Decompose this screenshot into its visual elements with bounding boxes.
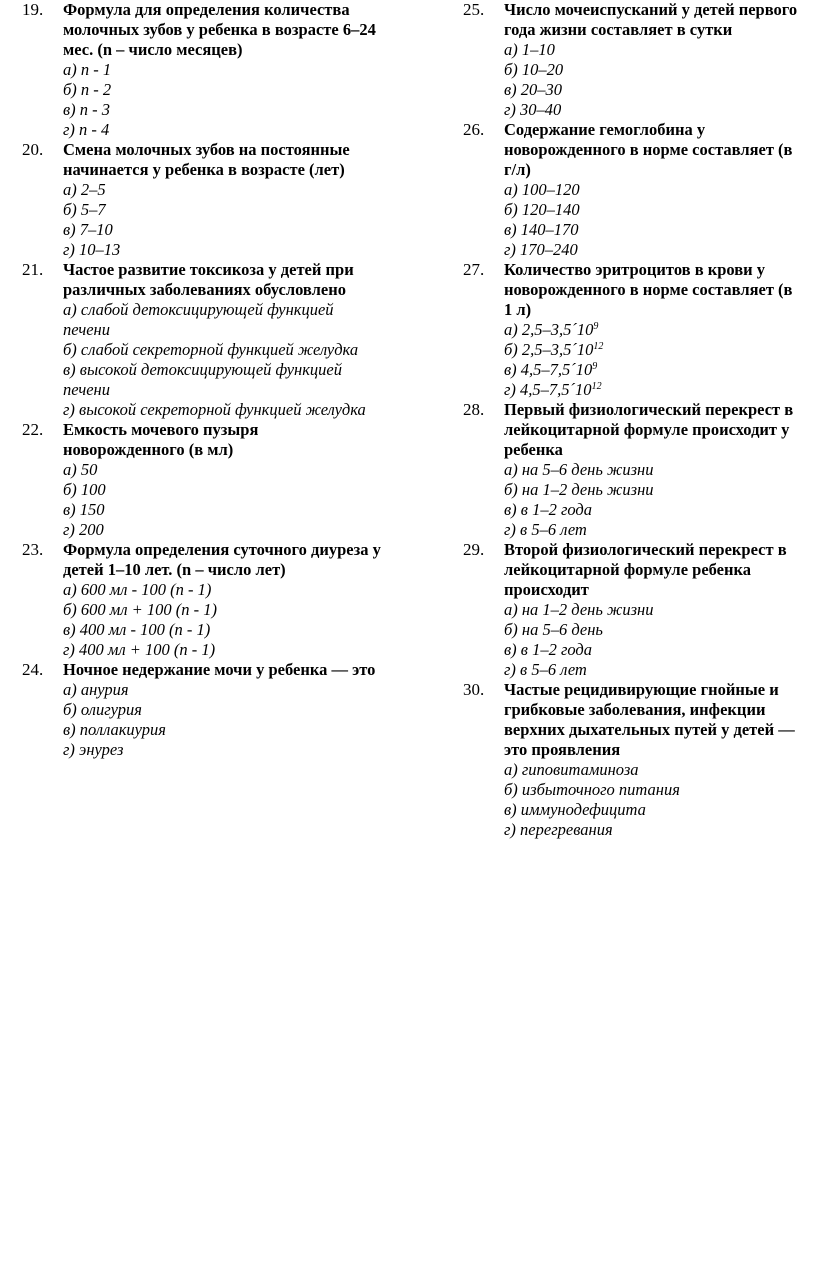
question-28 [463, 400, 803, 540]
answer-option: б) 100 [63, 480, 106, 499]
question-text: Ночное недержание мочи у ребенка — это [63, 660, 376, 679]
answer-option: г) 200 [63, 520, 104, 539]
answer-option: в) 400 мл - 100 (n - 1) [63, 620, 211, 639]
question-number: 29. [463, 540, 485, 559]
question-number: 26. [463, 120, 485, 139]
option-base: в) 4,5–7,5´10 [504, 360, 593, 379]
question-text: Формула определения суточного диуреза у детей 1–10 лет. (n – число лет) [63, 540, 381, 579]
question-text: Частое развитие токсикоза у детей при различных заболеваниях обусловлено [63, 260, 354, 299]
answer-option: а) на 5–6 день жизни [504, 460, 654, 479]
answer-option [504, 320, 803, 340]
left-column [22, 0, 382, 760]
option-exponent: 9 [593, 321, 599, 332]
answer-option: г) 30–40 [504, 100, 562, 119]
answer-option: а) 600 мл - 100 (n - 1) [63, 580, 212, 599]
question-29 [463, 540, 803, 680]
question-number: 25. [463, 0, 485, 19]
option-base: б) 2,5–3,5´10 [504, 340, 594, 359]
answer-option: а) гиповитаминоза [504, 760, 639, 779]
question-number: 21. [22, 260, 44, 279]
answer-option: в) в 1–2 года [504, 500, 593, 519]
answer-option: в) поллакиурия [63, 720, 166, 739]
answer-option: г) в 5–6 лет [504, 660, 587, 679]
answer-option: в) иммунодефицита [504, 800, 646, 819]
answer-option: в) 7–10 [63, 220, 113, 239]
option-base: а) 2,5–3,5´10 [504, 320, 594, 339]
answer-option: в) 20–30 [504, 80, 563, 99]
answer-option: б) 120–140 [504, 200, 580, 219]
question-27 [463, 260, 803, 400]
answer-option: б) олигурия [63, 700, 142, 719]
right-column [463, 0, 803, 840]
answer-option: г) 10–13 [63, 240, 121, 259]
answer-option: а) 1–10 [504, 40, 555, 59]
answer-option: б) 10–20 [504, 60, 564, 79]
answer-option: а) n - 1 [63, 60, 112, 79]
option-exponent: 9 [592, 361, 598, 372]
question-number: 19. [22, 0, 44, 19]
answer-option: б) на 5–6 день [504, 620, 603, 639]
question-25 [463, 0, 803, 120]
question-number: 22. [22, 420, 44, 439]
question-text: Емкость мочевого пузыря новорожденного (в мл) [63, 420, 259, 459]
answer-option: б) 5–7 [63, 200, 106, 219]
answer-option: б) 600 мл + 100 (n - 1) [63, 600, 218, 619]
question-19 [22, 0, 382, 140]
answer-option [504, 360, 803, 380]
answer-option: а) 50 [63, 460, 98, 479]
question-text: Формула для определения количества молочных зубов у ребенка в возрасте 6–24 мес. (n – число месяцев) [63, 0, 376, 59]
question-20 [22, 140, 382, 260]
question-number: 20. [22, 140, 44, 159]
question-number: 30. [463, 680, 485, 699]
answer-option: г) энурез [63, 740, 124, 759]
answer-option: а) 2–5 [63, 180, 106, 199]
option-exponent: 12 [591, 381, 602, 392]
answer-option: г) в 5–6 лет [504, 520, 587, 539]
answer-option: г) высокой секреторной функцией желудка [63, 400, 366, 419]
answer-option: б) избыточного питания [504, 780, 680, 799]
option-exponent: 12 [593, 341, 604, 352]
question-23 [22, 540, 382, 660]
answer-option: а) анурия [63, 680, 129, 699]
answer-option: а) на 1–2 день жизни [504, 600, 654, 619]
question-24 [22, 660, 382, 760]
question-text: Содержание гемоглобина у новорожденного в норме составляет (в г/л) [504, 120, 793, 179]
answer-option: в) n - 3 [63, 100, 111, 119]
question-text: Количество эритроцитов в крови у новорожденного в норме составляет (в 1 л) [504, 260, 793, 319]
answer-option: а) 100–120 [504, 180, 580, 199]
answer-option: б) на 1–2 день жизни [504, 480, 654, 499]
question-26 [463, 120, 803, 260]
question-text: Смена молочных зубов на постоянные начинается у ребенка в возрасте (лет) [63, 140, 350, 179]
answer-option: в) высокой детоксицирующей функцией печени [63, 360, 343, 399]
question-text: Число мочеиспусканий у детей первого года жизни составляет в сутки [504, 0, 798, 39]
question-text: Второй физиологический перекрест в лейкоцитарной формуле ребенка происходит [504, 540, 787, 599]
answer-option: в) 150 [63, 500, 105, 519]
question-number: 23. [22, 540, 44, 559]
answer-option [504, 340, 803, 360]
question-text: Частые рецидивирующие гнойные и грибковые заболевания, инфекции верхних дыхательных путей у детей — это проявления [504, 680, 795, 759]
question-22 [22, 420, 382, 540]
answer-option: г) 400 мл + 100 (n - 1) [63, 640, 216, 659]
answer-option: г) перегревания [504, 820, 613, 839]
answer-option: б) n - 2 [63, 80, 112, 99]
answer-option: б) слабой секреторной функцией желудка [63, 340, 359, 359]
question-30 [463, 680, 803, 840]
answer-option: г) 170–240 [504, 240, 578, 259]
answer-option: а) слабой детоксицирующей функцией печени [63, 300, 334, 339]
question-text: Первый физиологический перекрест в лейкоцитарной формуле происходит у ребенка [504, 400, 794, 459]
question-number: 27. [463, 260, 485, 279]
answer-option [504, 380, 803, 400]
answer-option: г) n - 4 [63, 120, 110, 139]
question-number: 28. [463, 400, 485, 419]
option-base: г) 4,5–7,5´10 [504, 380, 592, 399]
answer-option: в) в 1–2 года [504, 640, 593, 659]
question-21 [22, 260, 382, 420]
answer-option: в) 140–170 [504, 220, 579, 239]
question-number: 24. [22, 660, 44, 679]
